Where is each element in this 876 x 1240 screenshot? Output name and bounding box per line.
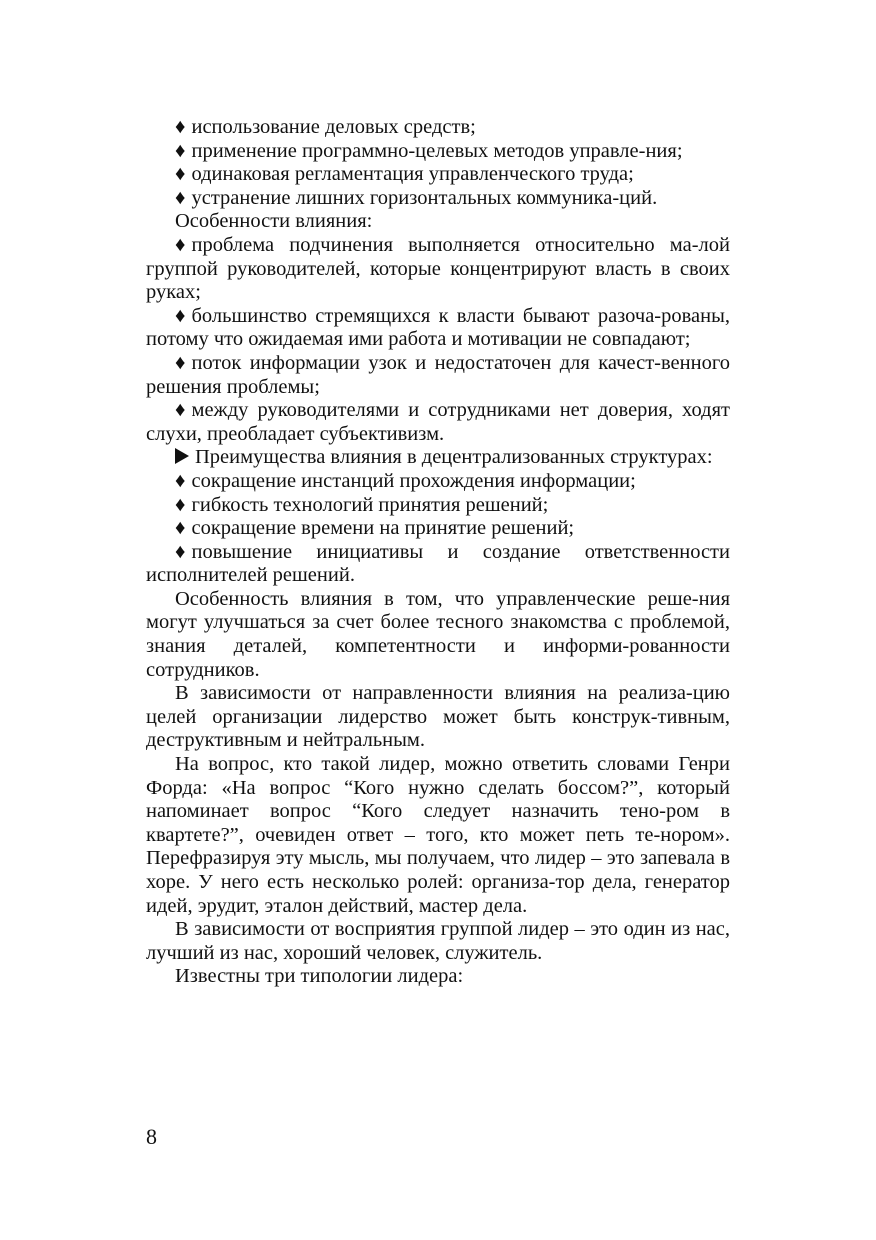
diamond-bullet-icon: ♦: [175, 469, 186, 492]
bullet-text: поток информации узок и недостаточен для качест-венного решения проблемы;: [146, 351, 730, 398]
diamond-bullet-icon: ♦: [175, 493, 186, 516]
bullet-item: [146, 305, 730, 352]
page-number: 8: [146, 1124, 157, 1149]
paragraph: Особенности влияния:: [175, 210, 373, 233]
paragraph: Особенность влияния в том, что управленческие реше-ния могут улучшаться за счет более тесного знакомства с проблемой, знания деталей, компетентности и информи-рованности сотрудников.: [146, 587, 730, 681]
arrow-right-icon: [175, 448, 189, 464]
bullet-item: [146, 541, 730, 588]
bullet-text: применение программно-целевых методов управле-ния;: [191, 139, 683, 162]
paragraph: В зависимости от восприятия группой лидер – это один из нас, лучший из нас, хороший человек, служитель.: [146, 918, 730, 964]
bullet-item: [146, 494, 730, 518]
bullet-text: сокращение инстанций прохождения информации;: [191, 469, 636, 492]
diamond-bullet-icon: ♦: [175, 163, 186, 186]
bullet-text: большинство стремящихся к власти бывают разоча-рованы, потому что ожидаемая ими работа и мотивации не совпадают;: [146, 304, 730, 351]
bullet-text: проблема подчинения выполняется относительно ма-лой группой руководителей, которые концентрируют власть в своих руках;: [146, 233, 730, 304]
bullet-text: использование деловых средств;: [191, 116, 476, 138]
bullet-item: [146, 399, 730, 446]
bullet-item: [146, 140, 730, 164]
bullet-text: повышение инициативы и создание ответственности исполнителей решений.: [146, 540, 730, 587]
diamond-bullet-icon: ♦: [175, 517, 186, 540]
bullet-item: [146, 352, 730, 399]
bullet-text: гибкость технологий принятия решений;: [191, 493, 549, 516]
bullet-text: одинаковая регламентация управленческого труда;: [191, 163, 634, 186]
bullet-item: [146, 517, 730, 541]
paragraph: Известны три типологии лидера:: [175, 965, 464, 988]
diamond-bullet-icon: ♦: [175, 540, 186, 563]
section-heading-text: Преимущества влияния в децентрализованных структурах:: [195, 446, 713, 469]
bullet-text: устранение лишних горизонтальных коммуника-ций.: [191, 186, 658, 209]
bullet-item: [146, 163, 730, 187]
section-heading: [146, 446, 730, 470]
diamond-bullet-icon: ♦: [175, 351, 186, 374]
page-body: [146, 116, 730, 989]
diamond-bullet-icon: ♦: [175, 399, 186, 422]
diamond-bullet-icon: ♦: [175, 233, 186, 256]
bullet-text: между руководителями и сотрудниками нет доверия, ходят слухи, преобладает субъективизм.: [146, 399, 730, 445]
diamond-bullet-icon: ♦: [175, 139, 186, 162]
paragraph: На вопрос, кто такой лидер, можно ответить словами Генри Форда: «На вопрос “Кого нужно сделать боссом?”, который напоминает вопрос “Кого следует назначить тено-ром в квартете?”, очевиден ответ – того, кто может петь те-нором». Перефразируя эту мысль, мы получаем, что лидер – это запевала в хоре. У него есть несколько ролей: организа-тор дела, генератор идей, эрудит, эталон действий, мастер дела.: [146, 753, 730, 917]
bullet-item: [146, 470, 730, 494]
bullet-item: [146, 234, 730, 305]
diamond-bullet-icon: ♦: [175, 186, 186, 209]
bullet-item: [146, 187, 730, 211]
bullet-text: сокращение времени на принятие решений;: [191, 517, 575, 540]
paragraph: В зависимости от направленности влияния на реализа-цию целей организации лидерство может быть конструк-тивным, деструктивным и нейтральным.: [146, 682, 730, 752]
bullet-item: [146, 116, 730, 140]
diamond-bullet-icon: ♦: [175, 304, 186, 327]
diamond-bullet-icon: ♦: [175, 116, 186, 138]
